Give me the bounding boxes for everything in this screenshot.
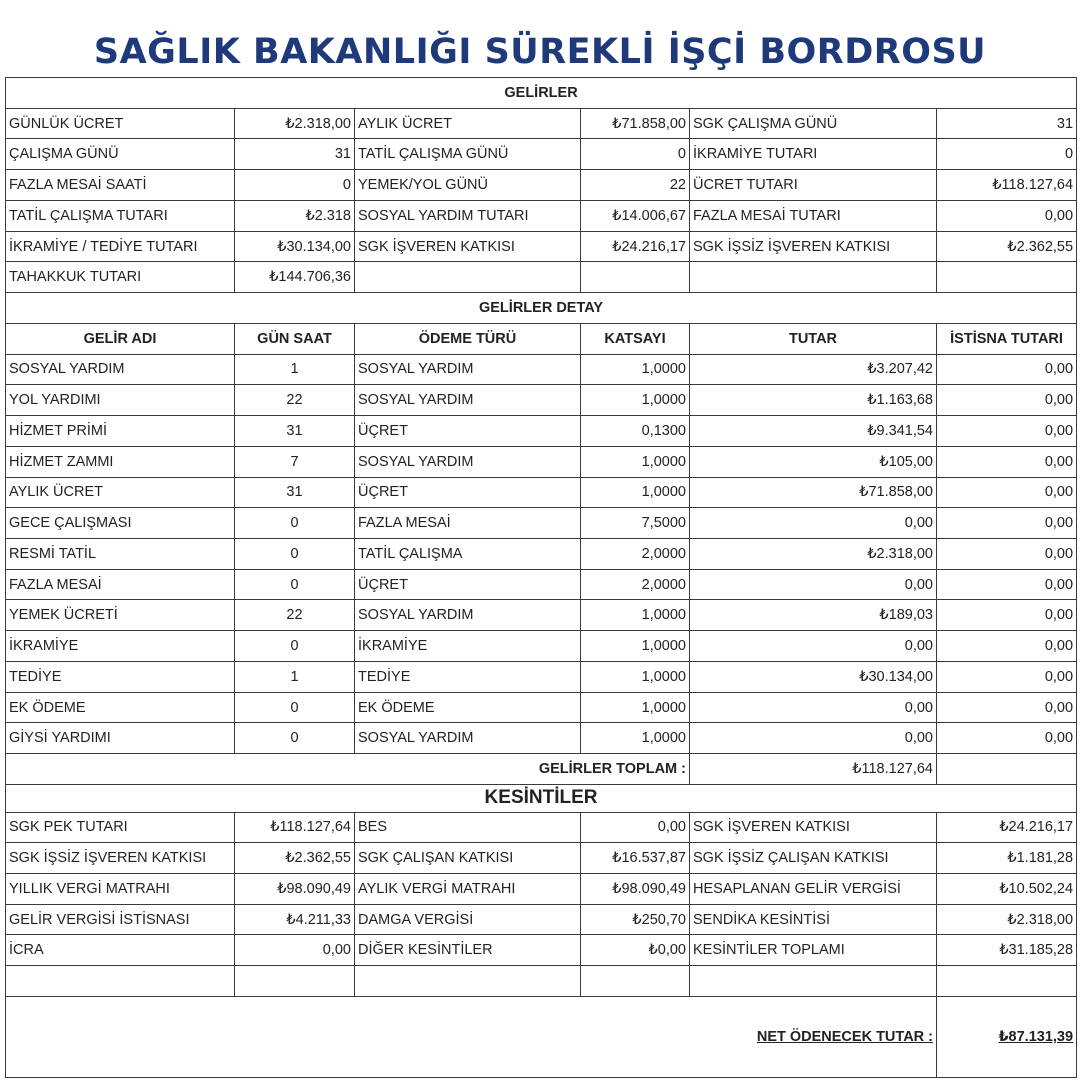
detay-cell: ₺3.207,42 <box>690 354 937 385</box>
detay-cell: YOL YARDIMI <box>6 385 235 416</box>
detay-cell: 2,0000 <box>581 569 690 600</box>
field-value: 31 <box>937 108 1077 139</box>
empty-cell <box>235 966 355 997</box>
kesintiler-row <box>6 874 1077 905</box>
detay-cell: ₺1.163,68 <box>690 385 937 416</box>
field-value: ₺144.706,36 <box>235 262 355 293</box>
detay-cell: ₺71.858,00 <box>690 477 937 508</box>
payroll-table <box>5 77 1077 1078</box>
detay-cell: ₺2.318,00 <box>690 539 937 570</box>
detay-cell: FAZLA MESAİ <box>6 569 235 600</box>
detay-row <box>6 569 1077 600</box>
kesintiler-row <box>6 812 1077 843</box>
detay-cell: HİZMET PRİMİ <box>6 416 235 447</box>
detay-row <box>6 539 1077 570</box>
field-label: KESİNTİLER TOPLAMI <box>690 935 937 966</box>
detay-row <box>6 477 1077 508</box>
field-label: TAHAKKUK TUTARI <box>6 262 235 293</box>
empty-cell <box>690 966 937 997</box>
field-label: SGK PEK TUTARI <box>6 812 235 843</box>
detay-cell: 1,0000 <box>581 661 690 692</box>
detay-cell: TEDİYE <box>6 661 235 692</box>
detay-cell: HİZMET ZAMMI <box>6 446 235 477</box>
field-value: ₺2.318,00 <box>235 108 355 139</box>
empty-cell <box>937 966 1077 997</box>
field-value: ₺2.318,00 <box>937 904 1077 935</box>
field-value: ₺24.216,17 <box>581 231 690 262</box>
field-label: SGK İŞSİZ İŞVEREN KATKISI <box>6 843 235 874</box>
field-value: ₺250,70 <box>581 904 690 935</box>
total-empty-cell <box>937 754 1077 785</box>
field-value <box>581 262 690 293</box>
field-label: BES <box>355 812 581 843</box>
field-label: DAMGA VERGİSİ <box>355 904 581 935</box>
detay-cell: ₺189,03 <box>690 600 937 631</box>
detay-cell: 0,00 <box>937 723 1077 754</box>
net-row <box>6 996 1077 1077</box>
field-label: İCRA <box>6 935 235 966</box>
detay-cell: 0,00 <box>690 569 937 600</box>
detay-cell: RESMİ TATİL <box>6 539 235 570</box>
detay-row <box>6 631 1077 662</box>
field-label: YEMEK/YOL GÜNÜ <box>355 170 581 201</box>
net-label-cell <box>6 996 937 1077</box>
detay-cell: TATİL ÇALIŞMA <box>355 539 581 570</box>
kesintiler-row <box>6 904 1077 935</box>
detay-row <box>6 723 1077 754</box>
detay-row <box>6 416 1077 447</box>
column-header: GÜN SAAT <box>235 323 355 354</box>
detay-row <box>6 446 1077 477</box>
detay-cell: 1,0000 <box>581 692 690 723</box>
detay-cell: 1,0000 <box>581 631 690 662</box>
section-heading-row <box>6 78 1077 109</box>
detay-cell: 0,00 <box>937 631 1077 662</box>
field-value: ₺2.362,55 <box>235 843 355 874</box>
detay-cell: SOSYAL YARDIM <box>355 446 581 477</box>
detay-cell: SOSYAL YARDIM <box>355 600 581 631</box>
detay-cell: 1,0000 <box>581 600 690 631</box>
field-value: ₺71.858,00 <box>581 108 690 139</box>
field-label: SGK İŞVEREN KATKISI <box>690 812 937 843</box>
gelirler-heading <box>6 78 1077 109</box>
detay-cell: 0,00 <box>937 354 1077 385</box>
detay-cell: İKRAMİYE <box>355 631 581 662</box>
kesintiler-row <box>6 935 1077 966</box>
empty-cell <box>6 966 235 997</box>
gelirler-row <box>6 262 1077 293</box>
detay-cell: 22 <box>235 385 355 416</box>
detay-cell: İKRAMİYE <box>6 631 235 662</box>
field-label: TATİL ÇALIŞMA TUTARI <box>6 200 235 231</box>
field-value: ₺118.127,64 <box>937 170 1077 201</box>
section-heading-row <box>6 293 1077 324</box>
detay-cell: 0 <box>235 569 355 600</box>
field-label: İKRAMİYE / TEDİYE TUTARI <box>6 231 235 262</box>
field-label: SOSYAL YARDIM TUTARI <box>355 200 581 231</box>
field-label: SGK ÇALIŞAN KATKISI <box>355 843 581 874</box>
detay-cell: 2,0000 <box>581 539 690 570</box>
detay-cell: SOSYAL YARDIM <box>6 354 235 385</box>
detay-cell: 1,0000 <box>581 354 690 385</box>
field-label: GÜNLÜK ÜCRET <box>6 108 235 139</box>
detay-cell: YEMEK ÜCRETİ <box>6 600 235 631</box>
detay-cell: EK ÖDEME <box>6 692 235 723</box>
detay-cell: 1,0000 <box>581 477 690 508</box>
field-value: ₺2.318 <box>235 200 355 231</box>
field-label: FAZLA MESAİ SAATİ <box>6 170 235 201</box>
field-value: ₺2.362,55 <box>937 231 1077 262</box>
field-label: AYLIK ÜCRET <box>355 108 581 139</box>
detay-cell: 1,0000 <box>581 723 690 754</box>
detay-total-row <box>6 754 1077 785</box>
field-value: ₺1.181,28 <box>937 843 1077 874</box>
gelirler-row <box>6 231 1077 262</box>
gelirler-row <box>6 170 1077 201</box>
gelirler-row <box>6 108 1077 139</box>
detay-row <box>6 508 1077 539</box>
field-label: SGK İŞSİZ İŞVEREN KATKISI <box>690 231 937 262</box>
field-label: YILLIK VERGİ MATRAHI <box>6 874 235 905</box>
detay-cell: 0,00 <box>937 477 1077 508</box>
detay-cell: 7 <box>235 446 355 477</box>
field-label: AYLIK VERGİ MATRAHI <box>355 874 581 905</box>
page-title: SAĞLIK BAKANLIĞI SÜREKLİ İŞÇİ BORDROSU <box>93 32 987 72</box>
detay-cell: 1,0000 <box>581 385 690 416</box>
detay-cell: 0,1300 <box>581 416 690 447</box>
field-label: SGK İŞSİZ ÇALIŞAN KATKISI <box>690 843 937 874</box>
detay-cell: 1 <box>235 661 355 692</box>
field-label: FAZLA MESAİ TUTARI <box>690 200 937 231</box>
column-header: İSTİSNA TUTARI <box>937 323 1077 354</box>
detay-heading: GELİRLER DETAY <box>6 293 1077 324</box>
detay-cell: 0,00 <box>690 723 937 754</box>
field-label <box>690 262 937 293</box>
field-value: 22 <box>581 170 690 201</box>
detay-cell: 22 <box>235 600 355 631</box>
detay-cell: 0,00 <box>937 661 1077 692</box>
column-header: GELİR ADI <box>6 323 235 354</box>
field-value: ₺98.090,49 <box>235 874 355 905</box>
net-odenecek-value: ₺87.131,39 <box>998 1028 1074 1045</box>
detay-cell: 0,00 <box>937 508 1077 539</box>
detay-cell: SOSYAL YARDIM <box>355 354 581 385</box>
detay-cell: 0,00 <box>690 508 937 539</box>
detay-row <box>6 600 1077 631</box>
detay-header-row <box>6 323 1077 354</box>
field-value: ₺14.006,67 <box>581 200 690 231</box>
detay-cell: ₺9.341,54 <box>690 416 937 447</box>
detay-cell: 0 <box>235 692 355 723</box>
field-value: 0 <box>581 139 690 170</box>
field-label: SGK ÇALIŞMA GÜNÜ <box>690 108 937 139</box>
detay-cell: GECE ÇALIŞMASI <box>6 508 235 539</box>
gelirler-toplam-label: GELİRLER TOPLAM : <box>6 754 690 785</box>
field-label: HESAPLANAN GELİR VERGİSİ <box>690 874 937 905</box>
detay-cell: ÜÇRET <box>355 477 581 508</box>
field-value <box>937 262 1077 293</box>
field-label: DİĞER KESİNTİLER <box>355 935 581 966</box>
empty-row <box>6 966 1077 997</box>
detay-cell: EK ÖDEME <box>355 692 581 723</box>
field-value: 0,00 <box>581 812 690 843</box>
detay-cell: TEDİYE <box>355 661 581 692</box>
detay-cell: FAZLA MESAİ <box>355 508 581 539</box>
field-value: 0 <box>937 139 1077 170</box>
field-value: 0,00 <box>937 200 1077 231</box>
detay-cell: 31 <box>235 477 355 508</box>
detay-cell: 0,00 <box>937 692 1077 723</box>
section-heading-row <box>6 784 1077 812</box>
detay-cell: 0,00 <box>937 385 1077 416</box>
gelirler-row <box>6 139 1077 170</box>
field-value: ₺118.127,64 <box>235 812 355 843</box>
detay-cell: 0 <box>235 508 355 539</box>
detay-cell: 0,00 <box>937 539 1077 570</box>
detay-cell: 1 <box>235 354 355 385</box>
detay-cell: 0,00 <box>937 569 1077 600</box>
gelirler-toplam-value: ₺118.127,64 <box>690 754 937 785</box>
field-label: SGK İŞVEREN KATKISI <box>355 231 581 262</box>
field-label: GELİR VERGİSİ İSTİSNASI <box>6 904 235 935</box>
detay-row <box>6 692 1077 723</box>
field-label: ÜCRET TUTARI <box>690 170 937 201</box>
gelirler-heading-text: GELİRLER <box>504 84 578 101</box>
field-value: ₺31.185,28 <box>937 935 1077 966</box>
detay-cell: SOSYAL YARDIM <box>355 723 581 754</box>
detay-cell: 7,5000 <box>581 508 690 539</box>
detay-cell: ÜÇRET <box>355 569 581 600</box>
empty-cell <box>581 966 690 997</box>
detay-cell: SOSYAL YARDIM <box>355 385 581 416</box>
detay-cell: 0,00 <box>690 692 937 723</box>
detay-cell: 0 <box>235 723 355 754</box>
kesintiler-row <box>6 843 1077 874</box>
detay-cell: 1,0000 <box>581 446 690 477</box>
column-header: TUTAR <box>690 323 937 354</box>
detay-cell: 0,00 <box>937 416 1077 447</box>
field-label: ÇALIŞMA GÜNÜ <box>6 139 235 170</box>
detay-cell: 0,00 <box>937 600 1077 631</box>
field-value: ₺98.090,49 <box>581 874 690 905</box>
detay-row <box>6 661 1077 692</box>
field-value: ₺10.502,24 <box>937 874 1077 905</box>
field-value: 31 <box>235 139 355 170</box>
detay-cell: GİYSİ YARDIMI <box>6 723 235 754</box>
field-label: TATİL ÇALIŞMA GÜNÜ <box>355 139 581 170</box>
detay-cell: ÜÇRET <box>355 416 581 447</box>
detay-row <box>6 354 1077 385</box>
detay-cell: ₺30.134,00 <box>690 661 937 692</box>
net-value-cell <box>937 996 1077 1077</box>
detay-cell: 31 <box>235 416 355 447</box>
field-label: SENDİKA KESİNTİSİ <box>690 904 937 935</box>
detay-row <box>6 385 1077 416</box>
detay-cell: 0,00 <box>937 446 1077 477</box>
field-value: ₺4.211,33 <box>235 904 355 935</box>
kesintiler-heading: KESİNTİLER <box>6 784 1077 812</box>
field-value: ₺16.537,87 <box>581 843 690 874</box>
detay-cell: 0,00 <box>690 631 937 662</box>
field-value: 0,00 <box>235 935 355 966</box>
detay-cell: AYLIK ÜCRET <box>6 477 235 508</box>
field-value: ₺24.216,17 <box>937 812 1077 843</box>
gelirler-row <box>6 200 1077 231</box>
field-value: ₺0,00 <box>581 935 690 966</box>
detay-cell: ₺105,00 <box>690 446 937 477</box>
empty-cell <box>355 966 581 997</box>
detay-cell: 0 <box>235 631 355 662</box>
detay-cell: 0 <box>235 539 355 570</box>
field-label: İKRAMİYE TUTARI <box>690 139 937 170</box>
field-value: ₺30.134,00 <box>235 231 355 262</box>
net-odenecek-label: NET ÖDENECEK TUTAR : <box>756 1028 933 1045</box>
column-header: ÖDEME TÜRÜ <box>355 323 581 354</box>
field-label <box>355 262 581 293</box>
field-value: 0 <box>235 170 355 201</box>
column-header: KATSAYI <box>581 323 690 354</box>
